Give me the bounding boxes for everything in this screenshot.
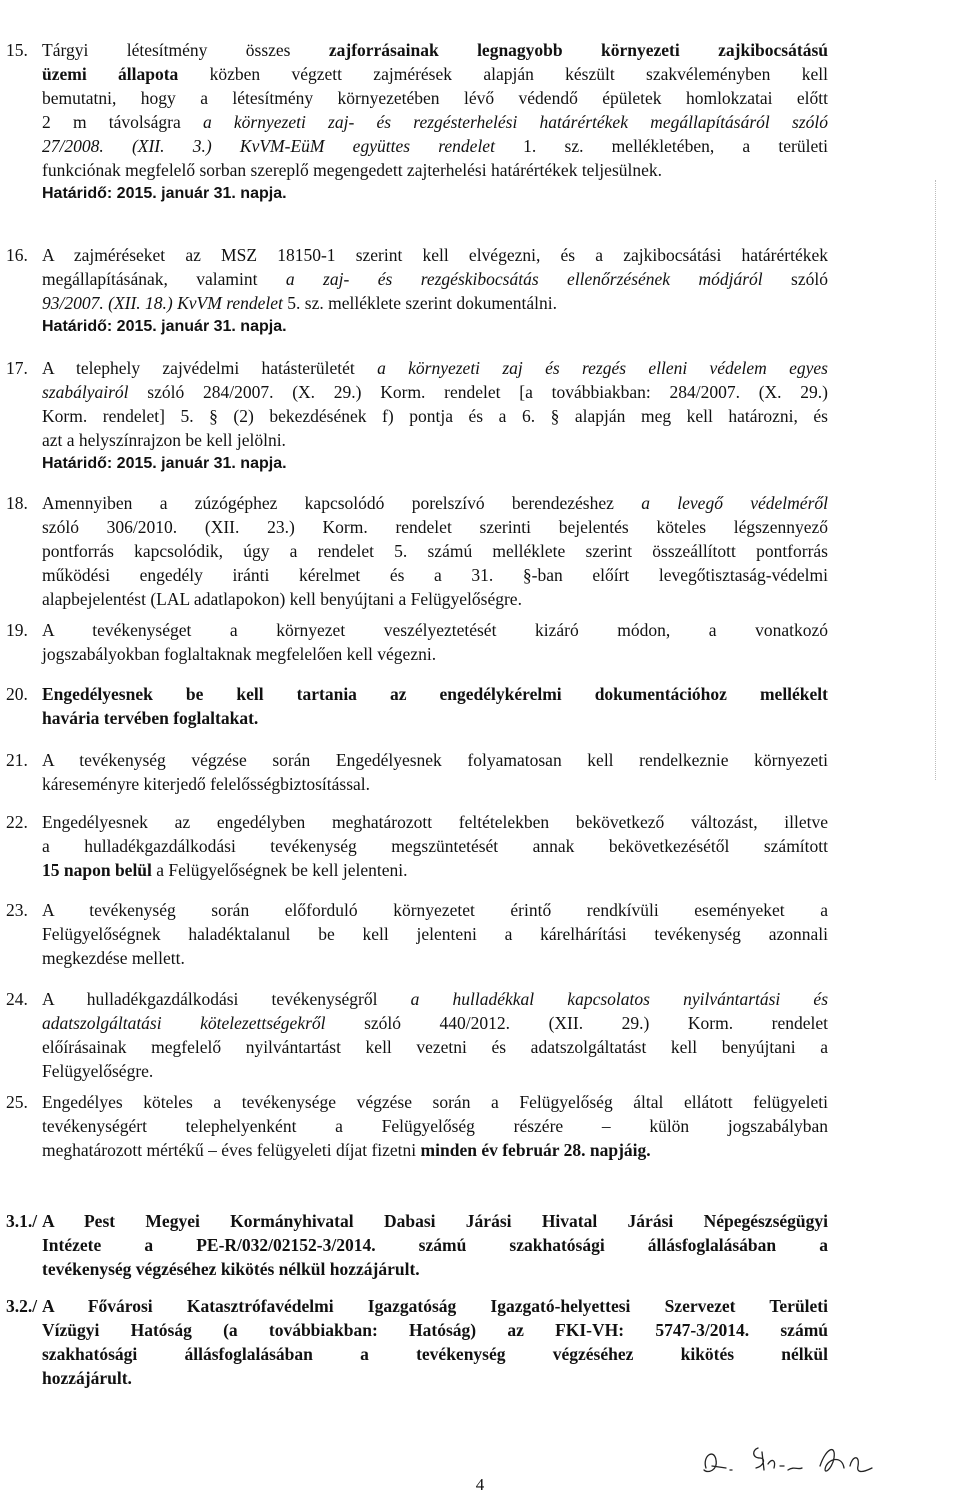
italic-text: a zaj- és rezgéskibocsátás ellenőrzésének módjáról [285, 269, 763, 289]
bold-text: Intézete a PE-R/032/02152-3/2014. számú szakhatósági állásfoglalásában a [42, 1235, 828, 1255]
text-run: A hulladékgazdálkodási tevékenységről [42, 989, 411, 1009]
condition-number: 17. [6, 358, 28, 378]
condition-text [42, 810, 828, 882]
text-line [42, 110, 828, 134]
text-line [42, 380, 828, 404]
text-run: A tevékenység során előforduló környezetet érintő rendkívüli eseményeket a [42, 900, 828, 920]
section-text [42, 1209, 828, 1281]
text-run: pontforrás kapcsolódik, úgy a rendelet 5. számú melléklete szerint összeállított pontforrás [42, 541, 828, 561]
text-run: funkciónak megfelelő sorban szereplő megengedett zajterhelési határértékek teljesülnek. [42, 160, 663, 180]
italic-text: szabályairól [42, 382, 129, 402]
condition-number: 19. [6, 620, 28, 640]
text-run: A tevékenységet a környezet veszélyeztetését kizáró módon, a vonatkozó [42, 620, 828, 640]
text-line [42, 515, 828, 539]
bold-text: minden év február 28. napjáig. [420, 1140, 651, 1160]
italic-text: 27/2008. (XII. 3.) KvVM-EüM együttes rendelet [42, 136, 495, 156]
text-run: azt a helyszínrajzon be kell jelölni. [42, 430, 286, 450]
bold-text: A Pest Megyei Kormányhivatal Dabasi Járási Hivatal Járási Népegészségügyi [42, 1211, 828, 1231]
text-line [42, 1294, 828, 1318]
text-line [42, 682, 828, 706]
text-line [42, 62, 828, 86]
text-line [42, 642, 828, 666]
text-line [42, 134, 828, 158]
text-line [42, 858, 828, 882]
text-run: bemutatni, hogy a létesítmény környezetében lévő védendő épületek homlokzatai előtt [42, 88, 828, 108]
section-text [42, 1294, 828, 1390]
condition-text [42, 1090, 828, 1162]
page-number: 4 [475, 1475, 485, 1494]
condition-text [42, 38, 828, 206]
text-line [42, 946, 828, 970]
text-run: Engedélyes köteles a tevékenysége végzése során a Felügyelőség által ellátott felügyeleti [42, 1092, 828, 1112]
text-line [42, 291, 828, 315]
italic-text: adatszolgáltatási kötelezettségekről [42, 1013, 326, 1033]
condition-text [42, 682, 828, 730]
condition-text [42, 356, 828, 476]
text-run: Engedélyesnek az engedélyben meghatározott feltételekben bekövetkező változást, illetve [42, 812, 828, 832]
text-line [42, 987, 828, 1011]
text-line [42, 1035, 828, 1059]
bold-text: Vízügyi Hatóság (a továbbiakban: Hatóság) az FKI-VH: 5747-3/2014. számú [42, 1320, 828, 1340]
text-line [42, 158, 828, 182]
text-run: előírásainak megfelelő nyilvántartást kell vezetni és adatszolgáltatást kell benyújtani a [42, 1037, 828, 1057]
condition-number: 23. [6, 900, 28, 920]
bold-text: hozzájárult. [42, 1368, 132, 1388]
text-run: 1. sz. mellékletében, a területi [494, 136, 828, 156]
italic-text: a környezeti zaj- és rezgésterhelési határértékek megállapításáról szóló [202, 112, 828, 132]
text-run: alapbejelentést (LAL adatlapokon) kell benyújtani a Felügyelőségre. [42, 589, 522, 609]
text-line [42, 243, 828, 267]
bold-text: zajforrásainak legnagyobb környezeti zajkibocsátású [328, 40, 828, 60]
text-line [42, 1233, 828, 1257]
bold-text: 15 napon belül [42, 860, 152, 880]
italic-text: a hulladékkal kapcsolatos nyilvántartási és [410, 989, 829, 1009]
condition-number: 16. [6, 245, 28, 265]
condition-text [42, 243, 828, 339]
condition-number: 22. [6, 812, 28, 832]
text-run: 2 m távolságra [42, 112, 203, 132]
italic-text: 93/2007. (XII. 18.) KvVM rendelet [42, 293, 283, 313]
text-line [42, 922, 828, 946]
bold-text: havária tervében foglaltakat. [42, 708, 259, 728]
text-line [42, 1318, 828, 1342]
text-run: Felügyelőségre. [42, 1061, 154, 1081]
text-line [42, 267, 828, 291]
text-run: A zajméréseket az MSZ 18150-1 szerint kell elvégezni, és a zajkibocsátási határértékek [42, 245, 828, 265]
text-run: A telephely zajvédelmi hatásterületét [42, 358, 378, 378]
section-number: 3.2./ [6, 1296, 38, 1316]
text-line [42, 1366, 828, 1390]
text-line [42, 404, 828, 428]
italic-text: a környezeti zaj és rezgés elleni védelem egyes [377, 358, 828, 378]
text-run: szóló 306/2010. (XII. 23.) Korm. rendelet szerinti bejelentés köteles légszennyező [42, 517, 828, 537]
condition-number: 18. [6, 493, 28, 513]
text-line [42, 834, 828, 858]
text-run: meghatározott mértékű – éves felügyeleti díjat fizetni [42, 1140, 421, 1160]
condition-text [42, 748, 828, 796]
text-run: jogszabályokban foglaltaknak megfelelően kell végezni. [42, 644, 437, 664]
text-line [42, 491, 828, 515]
text-run: szóló 440/2012. (XII. 29.) Korm. rendelet [325, 1013, 828, 1033]
text-line [42, 810, 828, 834]
condition-number: 25. [6, 1092, 28, 1112]
text-run: szóló [762, 269, 828, 289]
text-line [42, 38, 828, 62]
condition-text [42, 898, 828, 970]
text-run: Korm. rendelet] 5. § (2) bekezdésének f) pontja és a 6. § alapján meg kell határozni, és [42, 406, 828, 426]
text-line [42, 356, 828, 380]
text-line [42, 1209, 828, 1233]
deadline: Határidő: 2015. január 31. napja. [42, 185, 287, 202]
condition-text [42, 618, 828, 666]
text-run: közben végzett zajmérések alapján készült szakvéleményben kell [178, 64, 828, 84]
bold-text: A Fővárosi Katasztrófavédelmi Igazgatóság Igazgató-helyettesi Szervezet Területi [42, 1296, 828, 1316]
condition-number: 20. [6, 684, 28, 704]
deadline: Határidő: 2015. január 31. napja. [42, 318, 287, 335]
condition-number: 24. [6, 989, 28, 1009]
text-run: működési engedély iránti kérelmet és a 31. §-ban előírt levegőtisztaság-védelmi [42, 565, 828, 585]
text-run: Amennyiben a zúzógéphez kapcsolódó porelszívó berendezéshez [42, 493, 642, 513]
text-line [42, 1011, 828, 1035]
text-line [42, 748, 828, 772]
text-line [42, 86, 828, 110]
text-run: megkezdése mellett. [42, 948, 185, 968]
text-line [42, 772, 828, 796]
text-line [42, 1090, 828, 1114]
condition-text [42, 987, 828, 1083]
text-line [42, 1342, 828, 1366]
text-run: A tevékenység végzése során Engedélyesnek folyamatosan kell rendelkeznie környezeti [42, 750, 828, 770]
bold-text: tevékenység végzéséhez kikötés nélkül hozzájárult. [42, 1259, 420, 1279]
text-line [42, 1059, 828, 1083]
text-line [42, 563, 828, 587]
text-run: a Felügyelőségnek be kell jelenteni. [151, 860, 408, 880]
text-line [42, 898, 828, 922]
text-run: megállapításának, valamint [42, 269, 286, 289]
bold-text: Engedélyesnek be kell tartania az engedélykérelmi dokumentációhoz mellékelt [42, 684, 828, 704]
text-run: Tárgyi létesítmény összes [42, 40, 329, 60]
condition-number: 21. [6, 750, 28, 770]
italic-text: a levegő védelméről [641, 493, 828, 513]
text-line [42, 1114, 828, 1138]
bold-text: üzemi állapota [42, 64, 179, 84]
condition-text [42, 491, 828, 611]
text-line [42, 428, 828, 452]
deadline: Határidő: 2015. január 31. napja. [42, 455, 287, 472]
text-run: szóló 284/2007. (X. 29.) Korm. rendelet [a továbbiakban: 284/2007. (X. 29.) [128, 382, 828, 402]
text-run: 5. sz. melléklete szerint dokumentálni. [282, 293, 557, 313]
condition-number: 15. [6, 40, 28, 60]
text-line [42, 706, 828, 730]
text-run: a hulladékgazdálkodási tevékenység megszüntetését annak bekövetkezésétől számított [42, 836, 828, 856]
text-run: tevékenységért telephelyenként a Felügyelőség részére – külön jogszabályban [42, 1116, 828, 1136]
bold-text: szakhatósági állásfoglalásában a tevékenység végzéséhez kikötés nélkül [42, 1344, 828, 1364]
text-run: káreseményre kiterjedő felelősségbiztosítással. [42, 774, 371, 794]
text-line [42, 1138, 828, 1162]
section-number: 3.1./ [6, 1211, 38, 1231]
text-line [42, 618, 828, 642]
text-line [42, 587, 828, 611]
text-line [42, 539, 828, 563]
scan-margin-line [935, 180, 936, 780]
text-line [42, 1257, 828, 1281]
text-run: Felügyelőségnek haladéktalanul be kell jelenteni a kárelhárítási tevékenység azonnali [42, 924, 828, 944]
